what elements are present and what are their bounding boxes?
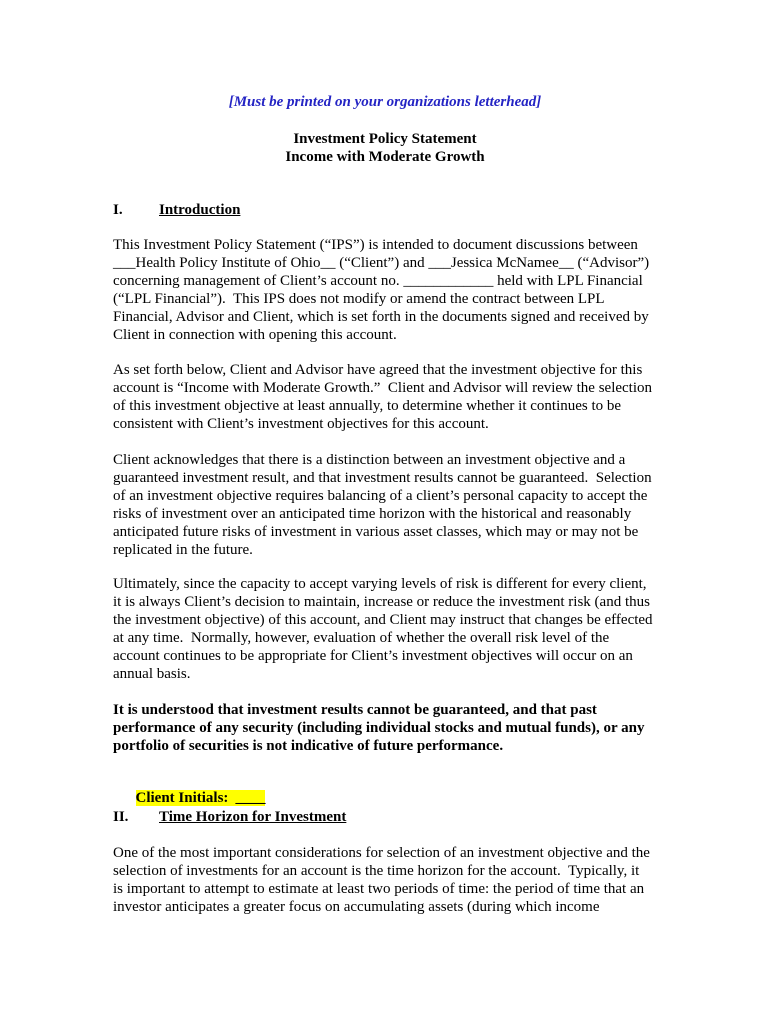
- text-line: replicated in the future.: [113, 542, 253, 558]
- text-line: portfolio of securities is not indicative of future performance.: [113, 738, 504, 754]
- intro-paragraph-4: [113, 575, 653, 683]
- text-line: Financial, Advisor and Client, which is set forth in the documents signed and received by: [113, 309, 649, 325]
- client-initials-blank: ____: [235, 790, 266, 806]
- client-initials-row: [113, 771, 266, 806]
- text-line: annual basis.: [113, 666, 191, 682]
- letterhead-note: [Must be printed on your organizations letterhead]: [228, 94, 542, 110]
- intro-paragraph-2: [113, 361, 652, 433]
- section-title: Introduction: [159, 202, 241, 218]
- document-subtitle: Income with Moderate Growth: [285, 149, 485, 165]
- intro-paragraph-1: [113, 236, 649, 344]
- text-line: account is “Income with Moderate Growth.” Client and Advisor will review the selection: [113, 380, 653, 396]
- text-line: performance of any security (including individual stocks and mutual funds), or any: [113, 720, 645, 736]
- performance-disclaimer: [113, 701, 644, 755]
- section-heading-time-horizon: [0, 808, 770, 826]
- text-line: concerning management of Client’s account no. ____________ held with LPL Financial: [113, 273, 643, 289]
- text-line: of an investment objective requires balancing of a client’s personal capacity to accept the: [113, 488, 648, 504]
- text-line: selection of investments for an account is the time horizon for the account. Typically, it: [113, 863, 640, 879]
- section-number: II.: [113, 809, 129, 825]
- text-line: It is understood that investment results cannot be guaranteed, and that past: [113, 702, 597, 718]
- client-initials-highlight: [136, 790, 266, 806]
- text-line: Client in connection with opening this account.: [113, 327, 397, 343]
- time-horizon-paragraph: [113, 844, 650, 916]
- text-line: of this investment objective at least annually, to determine whether it continues to be: [113, 398, 622, 414]
- text-line: Ultimately, since the capacity to accept varying levels of risk is different for every client,: [113, 576, 647, 592]
- text-line: guaranteed investment result, and that investment results cannot be guaranteed. Selection: [113, 470, 652, 486]
- text-line: This Investment Policy Statement (“IPS”) is intended to document discussions between: [113, 237, 638, 253]
- text-line: consistent with Client’s investment objectives for this account.: [113, 416, 489, 432]
- text-line: risks of investment over an anticipated time horizon with the historical and reasonably: [113, 506, 632, 522]
- text-line: at any time. Normally, however, evaluation of whether the overall risk level of the: [113, 630, 610, 646]
- text-line: investor anticipates a greater focus on accumulating assets (during which income: [113, 899, 600, 915]
- text-line: One of the most important considerations for selection of an investment objective and the: [113, 845, 650, 861]
- section-number: I.: [113, 202, 123, 218]
- text-line: Client acknowledges that there is a distinction between an investment objective and a: [113, 452, 626, 468]
- client-initials-label: Client Initials:: [135, 790, 229, 806]
- text-line: it is always Client’s decision to maintain, increase or reduce the investment risk (and thus: [113, 594, 650, 610]
- text-line: the investment objective) of this account, and Client may instruct that changes be effected: [113, 612, 653, 628]
- text-line: As set forth below, Client and Advisor have agreed that the investment objective for this: [113, 362, 643, 378]
- document-title: Investment Policy Statement: [293, 131, 477, 147]
- text-line: is important to attempt to estimate at least two periods of time: the period of time that an: [113, 881, 645, 897]
- text-line: (“LPL Financial”). This IPS does not modify or amend the contract between LPL: [113, 291, 605, 307]
- section-heading-introduction: [0, 201, 770, 219]
- text-line: ___Health Policy Institute of Ohio__ (“Client”) and ___Jessica McNamee__ (“Advisor”): [113, 255, 650, 271]
- text-line: anticipated future risks of investment in various asset classes, which may or may not be: [113, 524, 639, 540]
- section-title: Time Horizon for Investment: [159, 809, 347, 825]
- intro-paragraph-3: [113, 451, 652, 559]
- text-line: account continues to be appropriate for Client’s investment objectives will occur on an: [113, 648, 633, 664]
